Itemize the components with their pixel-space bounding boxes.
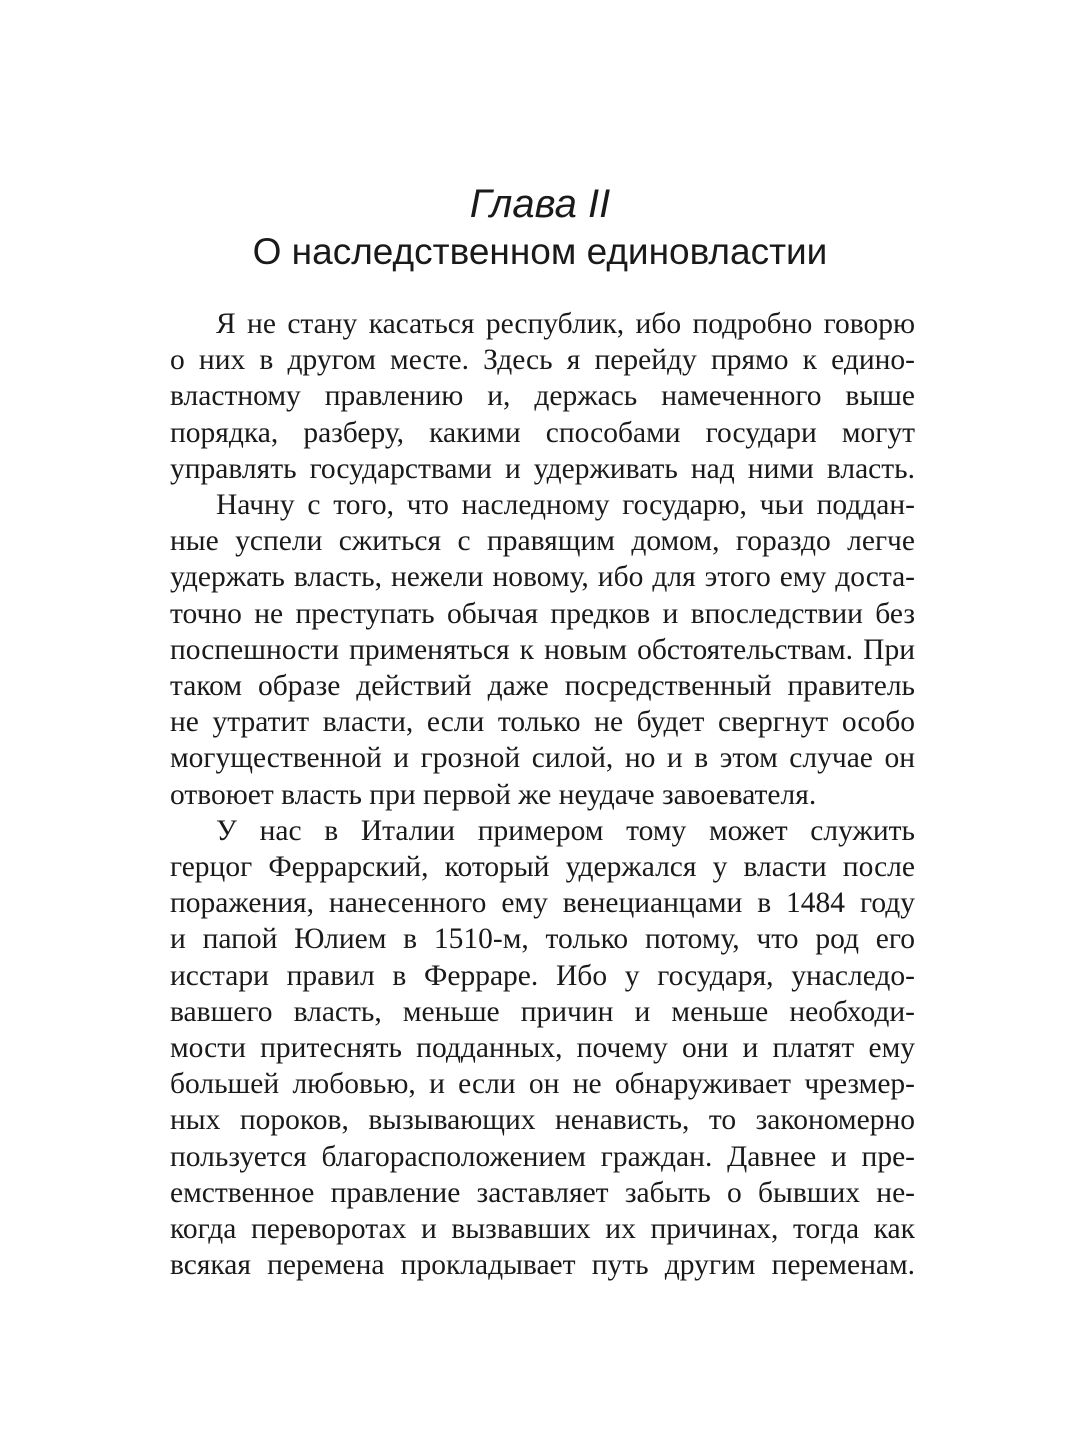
- text-line: управлять государствами и удерживать над ними власть.: [170, 452, 915, 485]
- paragraph: [170, 306, 915, 487]
- text-line: властному правлению и, держась намеченного выше: [170, 380, 915, 413]
- text-line: большей любовью, и если он не обнаруживает чрезмер-: [170, 1068, 915, 1101]
- text-line: не утратит власти, если только не будет свергнут особо: [170, 706, 915, 739]
- text-line: всякая перемена прокладывает путь другим переменам.: [170, 1249, 915, 1282]
- text-line: когда переворотах и вызвавших их причинах, тогда как: [170, 1213, 915, 1246]
- text-line: таком образе действий даже посредственный правитель: [170, 670, 915, 703]
- body-text: [170, 306, 915, 1283]
- text-line: поспешности применяться к новым обстоятельствам. При: [170, 633, 915, 666]
- text-line: Начну с того, что наследному государю, чьи поддан-: [216, 489, 915, 522]
- text-line: исстари правил в Ферраре. Ибо у государя, унаследо-: [170, 959, 915, 992]
- text-line: ные успели сжиться с правящим домом, гораздо легче: [170, 525, 915, 558]
- text-line: отвоюет власть при первой же неудаче завоевателя.: [170, 778, 817, 811]
- chapter-label: Глава II: [469, 182, 611, 226]
- text-line: о них в другом месте. Здесь я перейду прямо к едино-: [170, 344, 915, 377]
- text-line: емственное правление заставляет забыть о бывших не-: [170, 1176, 915, 1209]
- chapter-title: О наследственном единовластии: [252, 231, 828, 272]
- text-line: герцог Феррарский, который удержался у власти после: [170, 851, 915, 884]
- text-line: могущественной и грозной силой, но и в этом случае он: [170, 742, 915, 775]
- text-line: Я не стану касаться республик, ибо подробно говорю: [216, 308, 915, 340]
- text-line: мости притеснять подданных, почему они и платят ему: [170, 1032, 915, 1065]
- paragraph: [170, 813, 915, 1284]
- text-line: точно не преступать обычая предков и впоследствии без: [170, 597, 915, 630]
- text-line: удержать власть, нежели новому, ибо для этого ему доста-: [170, 561, 915, 594]
- text-line: порядка, разберу, какими способами государи могут: [170, 416, 915, 449]
- text-line: пользуется благорасположением граждан. Давнее и пре-: [170, 1140, 915, 1173]
- text-line: и папой Юлием в 1510-м, только потому, что род его: [170, 923, 915, 956]
- text-line: ных пороков, вызывающих ненависть, то закономерно: [170, 1104, 915, 1137]
- paragraph: [170, 487, 915, 813]
- text-line: вавшего власть, меньше причин и меньше необходи-: [170, 995, 915, 1028]
- text-line: поражения, нанесенного ему венецианцами в 1484 году: [170, 887, 915, 920]
- text-line: У нас в Италии примером тому может служить: [216, 814, 915, 847]
